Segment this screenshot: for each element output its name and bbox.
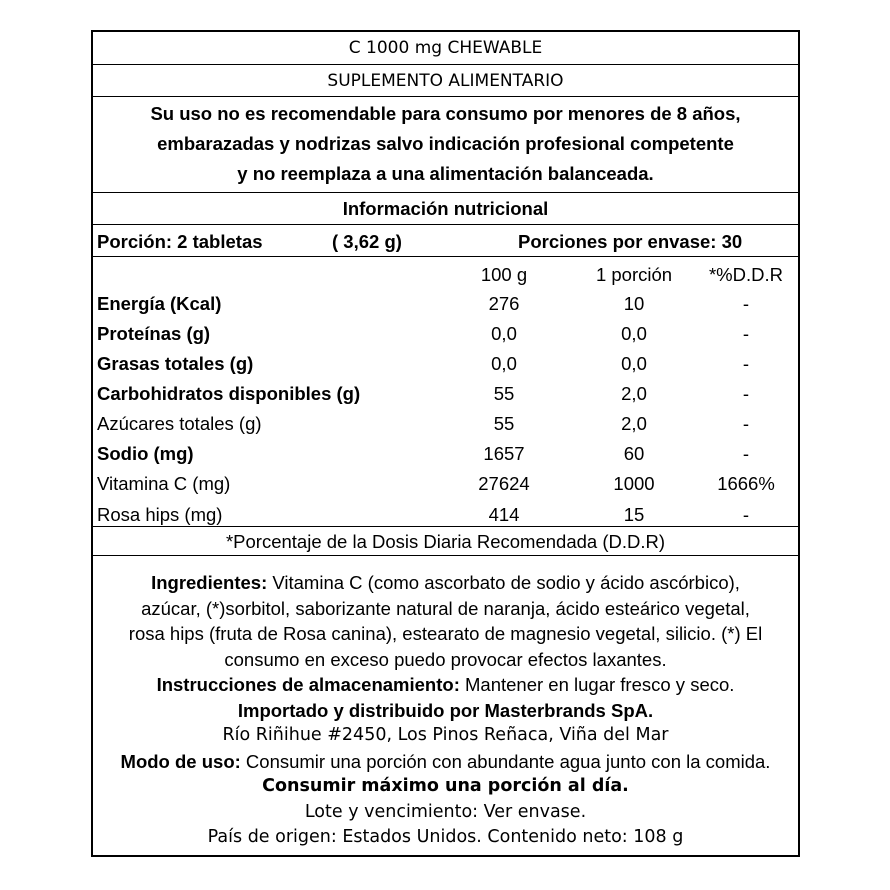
nutrient-portion: 0,0 — [621, 323, 647, 344]
warning-block — [93, 98, 798, 190]
ingredients-line: consumo en exceso puedo provocar efectos laxantes. — [224, 648, 667, 670]
nutrient-portion: 2,0 — [621, 413, 647, 434]
nutrient-portion: 60 — [623, 443, 645, 464]
divider — [93, 96, 798, 97]
portion-weight: ( 3,62 g) — [332, 231, 402, 252]
nutrient-per100: 276 — [488, 293, 520, 314]
nutrient-portion: 2,0 — [621, 383, 647, 404]
warning-line: embarazadas y nodrizas salvo indicación profesional competente — [157, 133, 734, 154]
nutrition-label — [91, 30, 800, 857]
ingredients-text: Vitamina C (como ascorbato de sodio y ácido ascórbico), — [267, 572, 740, 593]
nutrient-per100: 414 — [488, 504, 520, 525]
nutrient-per100: 55 — [493, 383, 515, 404]
nutrient-ddr: 1666% — [717, 473, 775, 494]
lot-line: Lote y vencimiento: Ver envase. — [304, 801, 587, 822]
column-header-100g: 100 g — [480, 264, 528, 285]
nutrient-portion: 1000 — [613, 473, 655, 494]
importer-line: Importado y distribuido por Masterbrands SpA. — [237, 699, 654, 721]
nutrition-header-row — [93, 193, 798, 224]
origin-line: País de origen: Estados Unidos. Contenido neto: 108 g — [207, 827, 684, 847]
warning-line: y no reemplaza a una alimentación balanceada. — [237, 163, 654, 184]
storage-label: Instrucciones de almacenamiento: — [156, 674, 460, 695]
nutrition-header: Información nutricional — [342, 197, 549, 219]
column-header-portion: 1 porción — [595, 264, 673, 285]
storage-text: Mantener en lugar fresco y seco. — [459, 674, 735, 695]
usage-label: Modo de uso: — [120, 750, 241, 772]
storage-line — [93, 672, 798, 698]
nutrient-per100: 1657 — [483, 443, 525, 464]
divider — [93, 555, 798, 556]
footnote-row — [93, 527, 798, 556]
nutrient-name: Vitamina C (mg) — [97, 473, 231, 494]
nutrient-per100: 0,0 — [491, 353, 517, 374]
nutrient-ddr: - — [742, 293, 750, 314]
nutrient-ddr: - — [742, 443, 750, 464]
nutrient-ddr: - — [742, 504, 750, 525]
max-dose-line: Consumir máximo una porción al día. — [262, 776, 629, 796]
ingredients-line: azúcar, (*)sorbitol, saborizante natural de naranja, ácido esteárico vegetal, — [141, 597, 750, 619]
warning-line: Su uso no es recomendable para consumo por menores de 8 años, — [150, 103, 741, 124]
ddr-footnote: *Porcentaje de la Dosis Diaria Recomendada (D.D.R) — [225, 530, 666, 552]
nutrient-portion: 10 — [623, 293, 645, 314]
nutrient-name: Rosa hips (mg) — [97, 504, 223, 525]
portion-label: Porción: 2 tabletas — [97, 231, 263, 252]
nutrient-name: Grasas totales (g) — [97, 353, 254, 374]
nutrient-name: Proteínas (g) — [97, 323, 211, 344]
nutrient-ddr: - — [742, 353, 750, 374]
nutrient-name: Azúcares totales (g) — [97, 413, 262, 434]
nutrient-name: Energía (Kcal) — [97, 293, 222, 314]
ingredients-label: Ingredientes: — [151, 572, 268, 593]
nutrient-ddr: - — [742, 383, 750, 404]
product-title: C 1000 mg CHEWABLE — [348, 38, 543, 58]
nutrient-name: Sodio (mg) — [97, 443, 194, 464]
nutrient-per100: 55 — [493, 413, 515, 434]
ingredients-line — [93, 570, 798, 596]
nutrient-ddr: - — [742, 323, 750, 344]
ingredients-line: rosa hips (fruta de Rosa canina), estearato de magnesio vegetal, silicio. (*) El — [128, 623, 763, 644]
nutrient-portion: 15 — [623, 504, 645, 525]
nutrient-portion: 0,0 — [621, 353, 647, 374]
nutrient-per100: 27624 — [478, 473, 530, 494]
column-header-ddr: *%D.D.R — [708, 264, 783, 285]
address-line: Río Riñihue #2450, Los Pinos Reñaca, Viña del Mar — [222, 725, 669, 745]
usage-line — [93, 749, 798, 775]
subtitle-row — [93, 65, 798, 96]
servings-per-container: Porciones por envase: 30 — [518, 231, 743, 252]
usage-text: Consumir una porción con abundante agua junto con la comida. — [240, 750, 771, 772]
product-subtitle: SUPLEMENTO ALIMENTARIO — [327, 70, 564, 91]
divider — [93, 224, 798, 225]
nutrient-name: Carbohidratos disponibles (g) — [97, 383, 361, 404]
ingredients-block — [93, 570, 798, 851]
divider — [93, 256, 798, 257]
nutrient-per100: 0,0 — [491, 323, 517, 344]
product-title-row — [93, 32, 798, 64]
nutrient-ddr: - — [742, 413, 750, 434]
